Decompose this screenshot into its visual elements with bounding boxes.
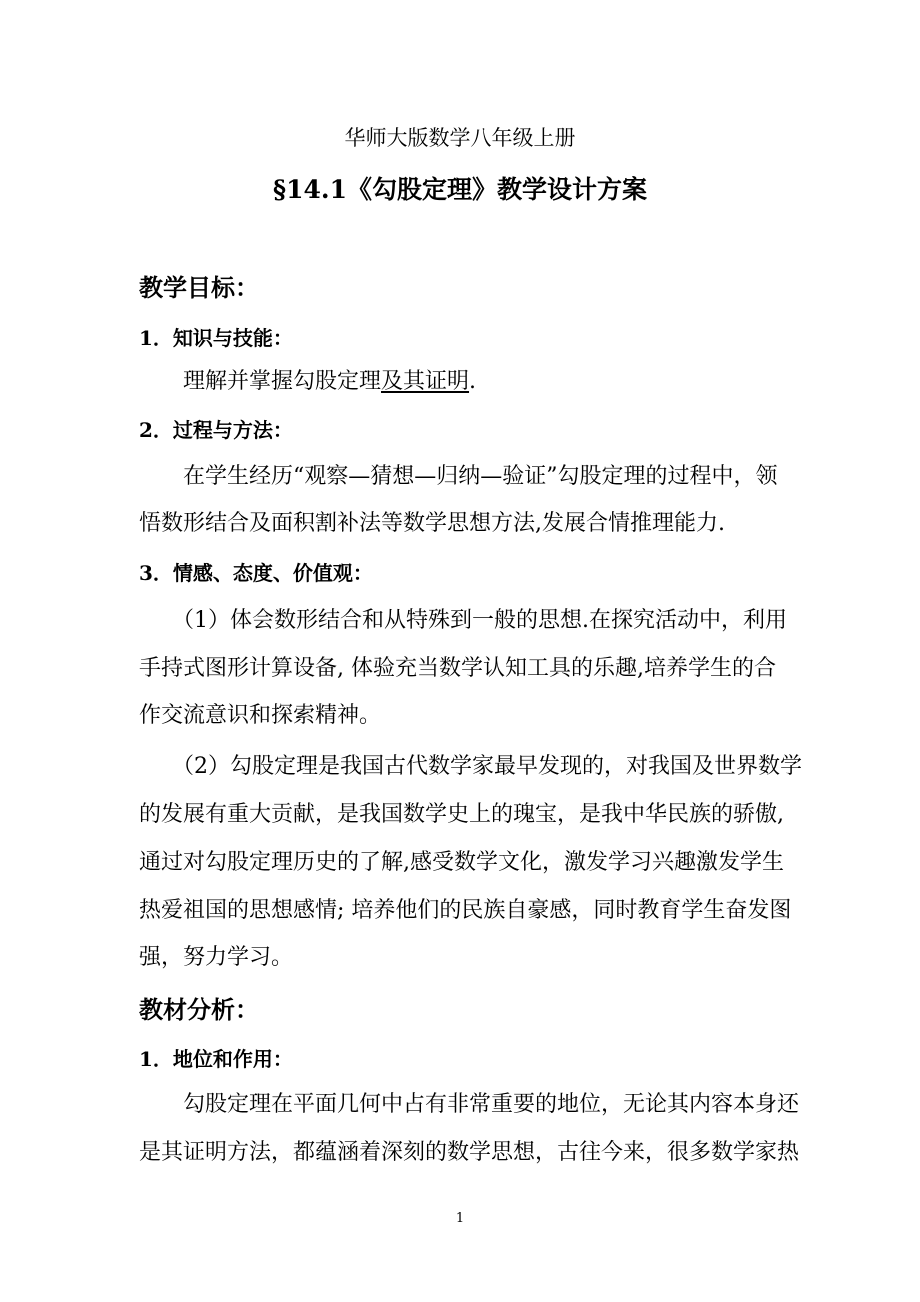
subheading-process-methods: 2．过程与方法： <box>139 418 293 442</box>
paragraph-line: 悟数形结合及面积割补法等数学思想方法,发展合情推理能力. <box>139 511 725 536</box>
paragraph-line: 在学生经历“观察—猜想—归纳—验证”勾股定理的过程中，领 <box>183 464 778 489</box>
paragraph-line: 强，努力学习。 <box>139 945 294 970</box>
paragraph-line: 是其证明方法，都蕴涵着深刻的数学思想，古往今来，很多数学家热 <box>139 1140 800 1165</box>
document-subtitle: 华师大版数学八年级上册 <box>344 126 576 150</box>
paragraph-text: 理解并掌握勾股定理 <box>183 369 382 394</box>
paragraph-line: 热爱祖国的思想感情; 培养他们的民族自豪感，同时教育学生奋发图 <box>139 898 792 923</box>
paragraph-line: 通过对勾股定理历史的了解,感受数学文化，激发学习兴趣激发学生 <box>139 850 784 875</box>
section-heading-teaching-goals: 教学目标： <box>139 273 259 302</box>
subheading-knowledge-skills: 1．知识与技能： <box>139 326 293 350</box>
paragraph-line: 勾股定理在平面几何中占有非常重要的地位，无论其内容本身还 <box>183 1092 800 1117</box>
section-heading-material-analysis: 教材分析： <box>139 995 259 1024</box>
page-number: 1 <box>455 1211 465 1226</box>
subheading-status-role: 1．地位和作用： <box>139 1047 293 1071</box>
paragraph-knowledge-skills <box>183 364 476 395</box>
paragraph-line: （2）勾股定理是我国古代数学家最早发现的，对我国及世界数学 <box>172 754 802 779</box>
paragraph-text: . <box>469 369 477 394</box>
underlined-text: 及其证明 <box>381 369 470 394</box>
paragraph-line: 的发展有重大贡献，是我国数学史上的瑰宝，是我中华民族的骄傲, <box>139 802 784 827</box>
paragraph-line: （1）体会数形结合和从特殊到一般的思想.在探究活动中，利用 <box>172 608 787 633</box>
paragraph-line: 作交流意识和探索精神。 <box>139 703 382 728</box>
paragraph-line: 手持式图形计算设备, 体验充当数学认知工具的乐趣,培养学生的合 <box>139 656 776 681</box>
document-title: §14.1《勾股定理》教学设计方案 <box>273 175 647 204</box>
subheading-emotion-values: 3．情感、态度、价值观： <box>139 561 373 585</box>
